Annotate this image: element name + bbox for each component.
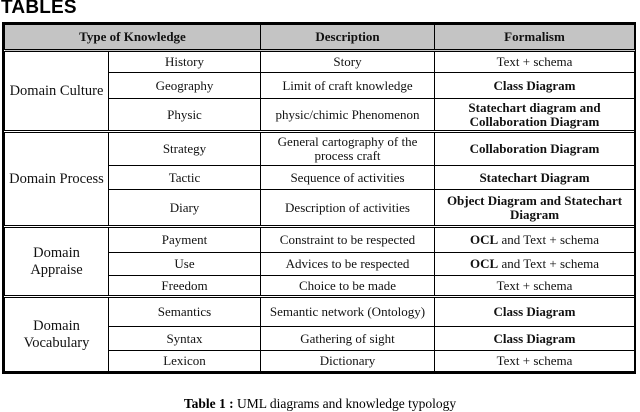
formalism-cell	[435, 190, 635, 227]
formalism-plain-text: Text + schema	[496, 353, 573, 368]
formalism-cell	[435, 73, 635, 99]
table-row	[5, 51, 635, 73]
formalism-bold-text: Statechart diagram and Collaboration Diagram	[468, 99, 601, 129]
table-row	[5, 132, 635, 166]
description-cell: Semantic network (Ontology)	[261, 297, 435, 327]
formalism-bold-text: Statechart Diagram	[479, 169, 590, 185]
description-cell: Sequence of activities	[261, 166, 435, 190]
knowledge-type-cell: Use	[109, 253, 261, 276]
table-row	[5, 227, 635, 253]
knowledge-table-container	[2, 22, 636, 374]
formalism-cell	[435, 253, 635, 276]
header-formalism: Formalism	[435, 25, 635, 51]
formalism-bold-text: Object Diagram and Statechart Diagram	[446, 192, 623, 222]
table-header-row	[5, 25, 635, 51]
table-row	[5, 297, 635, 327]
formalism-plain-text: and Text + schema	[498, 232, 599, 247]
formalism-bold-text: Class Diagram	[493, 330, 576, 346]
knowledge-type-cell: Lexicon	[109, 351, 261, 372]
formalism-plain-text: and Text + schema	[498, 256, 599, 271]
description-cell: Limit of craft knowledge	[261, 73, 435, 99]
description-cell: Gathering of sight	[261, 327, 435, 351]
knowledge-type-cell: Semantics	[109, 297, 261, 327]
domain-group-cell: Domain Vocabulary	[5, 297, 109, 372]
knowledge-typology-table	[4, 24, 635, 372]
caption-label: Table 1 :	[183, 396, 234, 411]
formalism-cell	[435, 132, 635, 166]
formalism-cell	[435, 166, 635, 190]
domain-group-cell: Domain Culture	[5, 51, 109, 132]
description-cell: Advices to be respected	[261, 253, 435, 276]
description-cell: Dictionary	[261, 351, 435, 372]
formalism-bold-text: Collaboration Diagram	[469, 141, 600, 156]
formalism-bold-text: OCL	[470, 232, 499, 247]
table-caption	[0, 396, 640, 412]
knowledge-type-cell: Freedom	[109, 276, 261, 297]
formalism-bold-text: Class Diagram	[493, 77, 576, 93]
description-cell: Story	[261, 51, 435, 73]
description-cell: Constraint to be respected	[261, 227, 435, 253]
formalism-bold-text: OCL	[470, 256, 499, 271]
formalism-cell	[435, 227, 635, 253]
knowledge-type-cell: Syntax	[109, 327, 261, 351]
domain-group-cell: Domain Appraise	[5, 227, 109, 297]
formalism-cell	[435, 99, 635, 132]
knowledge-type-cell: Geography	[109, 73, 261, 99]
description-cell: Choice to be made	[261, 276, 435, 297]
knowledge-type-cell: Diary	[109, 190, 261, 227]
knowledge-type-cell: History	[109, 51, 261, 73]
knowledge-type-cell: Strategy	[109, 132, 261, 166]
description-cell: General cartography of the process craft	[261, 132, 435, 166]
section-heading: TABLES	[1, 0, 77, 18]
formalism-cell	[435, 297, 635, 327]
table-body	[5, 51, 635, 372]
formalism-plain-text: Text + schema	[496, 54, 573, 69]
formalism-cell	[435, 276, 635, 297]
caption-text: UML diagrams and knowledge typology	[233, 396, 457, 411]
domain-group-cell: Domain Process	[5, 132, 109, 227]
description-cell: Description of activities	[261, 190, 435, 227]
header-type-of-knowledge: Type of Knowledge	[5, 25, 261, 51]
knowledge-type-cell: Payment	[109, 227, 261, 253]
knowledge-type-cell: Physic	[109, 99, 261, 132]
formalism-cell	[435, 51, 635, 73]
formalism-plain-text: Text + schema	[496, 277, 573, 293]
formalism-cell	[435, 327, 635, 351]
knowledge-type-cell: Tactic	[109, 166, 261, 190]
description-cell: physic/chimic Phenomenon	[261, 99, 435, 132]
formalism-cell	[435, 351, 635, 372]
header-description: Description	[261, 25, 435, 51]
formalism-bold-text: Class Diagram	[493, 304, 576, 319]
